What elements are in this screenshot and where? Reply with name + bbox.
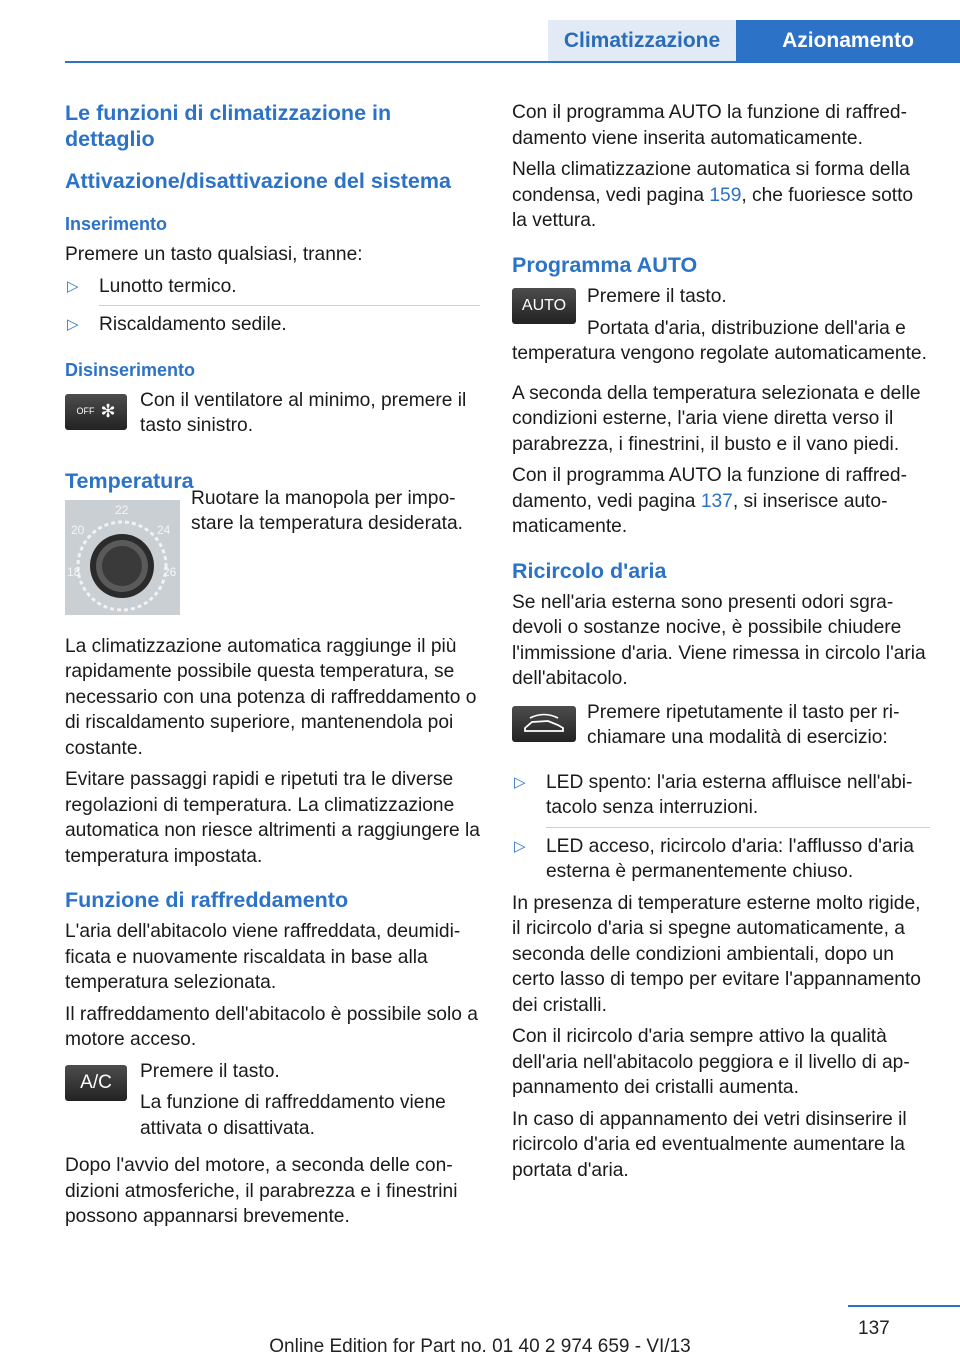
paragraph-temperature-3: Evitare passaggi rapidi e ripetuti tra le diverse regolazioni di temperatura. La climatizzazione automatica non riesce altrimenti a raggiungere la temperatura impostata. — [65, 769, 480, 867]
bullet-list-recirculation — [512, 770, 930, 885]
paragraph-auto-2: Portata d'aria, distribuzione dell'aria e temperatura vengono regolate automaticamente. — [512, 317, 927, 364]
page-link-137[interactable]: 137 — [700, 490, 733, 512]
recirculation-button-row — [512, 700, 930, 758]
section-tab-climatizzazione: Climatizzazione — [548, 20, 736, 62]
page-number: 137 — [858, 1318, 890, 1339]
heading-off: Disinserimento — [65, 359, 196, 380]
temperature-knob-image — [65, 500, 180, 615]
list-item: ▷ Riscaldamento sedile. — [65, 312, 480, 338]
knob-tick-24: 24 — [157, 522, 171, 537]
recirculation-car-button-icon — [512, 706, 576, 742]
paragraph-auto-4: Con il programma AUTO la funzione di raffreddamento, vedi pagina 137, si inserisce automaticamente. — [512, 465, 907, 537]
off-button-row — [65, 388, 480, 446]
paragraph-temperature-2: La climatizzazione automatica raggiunge il più rapidamente possibile questa temperatura, se necessario con una potenza di raffreddamento o di riscaldamento superiore, mantenendola poi costante. — [65, 635, 477, 759]
paragraph-recirculation-1: Se nell'aria esterna sono presenti odori sgradevoli o sostanze nocive, è possibile chiudere l'immissione d'aria. Viene rimessa in circolo l'aria dell'abitacolo. — [512, 591, 926, 689]
paragraph-auto-3: A seconda della temperatura selezionata e delle condizioni esterne, l'aria viene diretta verso il parabrezza, i finestrini, il busto e il vano piedi. — [512, 382, 921, 455]
heading-on: Inserimento — [65, 214, 168, 234]
heading-auto: Programma AUTO — [512, 252, 698, 277]
paragraph-off: Con il ventilatore al minimo, premere il tasto sinistro. — [140, 389, 467, 436]
bullet-list-on — [65, 274, 480, 338]
heading-system: Attivazione/disattivazione del sistema — [65, 169, 451, 193]
knob-tick-20: 20 — [71, 522, 85, 537]
paragraph-cooling-5: Dopo l'avvio del motore, a seconda delle condizioni atmosferiche, il parabrezza e i finestrini possono appannarsi brevemente. — [65, 1155, 458, 1227]
page-title: Le funzioni di climatizzazione in dettaglio — [65, 101, 392, 151]
knob-tick-22: 22 — [115, 502, 129, 517]
paragraph-recirculation-3: In presenza di temperature esterne molto rigide, il ricircolo d'aria si spegne automaticamente, a seconda delle condizioni ambientali, dopo un certo lasso di tempo per evitare l'appannamento dei cristalli. — [512, 892, 921, 1016]
triangle-bullet-icon: ▷ — [514, 773, 526, 791]
temperature-block — [65, 487, 480, 620]
paragraph-right-2: Nella climatizzazione automatica si forma della condensa, vedi pagina 159, che fuoriesce sotto la vettura. — [512, 159, 914, 231]
list-item: ▷ LED acceso, ricircolo d'aria: l'afflusso d'aria esterna è permanentemente chiuso. — [514, 835, 914, 882]
paragraph-cooling-2: Il raffreddamento dell'abitacolo è possibile solo a motore acceso. — [65, 1003, 478, 1050]
heading-cooling: Funzione di raffreddamento — [65, 888, 349, 912]
heading-temperature: Temperatura — [65, 468, 194, 493]
ac-button-icon: A/C — [65, 1065, 127, 1101]
ac-button-row — [65, 1059, 480, 1142]
heading-recirculation: Ricircolo d'aria — [512, 558, 667, 583]
footer-rule — [848, 1305, 960, 1307]
section-tab-azionamento: Azionamento — [736, 20, 960, 62]
left-column — [65, 100, 480, 1236]
paragraph-on: Premere un tasto qualsiasi, tranne: — [65, 244, 363, 265]
triangle-bullet-icon: ▷ — [67, 277, 79, 295]
page-link-159[interactable]: 159 — [709, 184, 742, 206]
paragraph-cooling-3: Premere il tasto. — [140, 1060, 280, 1082]
edition-footer: Online Edition for Part no. 01 40 2 974 659 - VI/13 — [269, 1336, 691, 1357]
list-item: ▷ LED spento: l'aria esterna affluisce nell'abitacolo senza interruzioni. — [512, 770, 930, 828]
knob-tick-18: 18 — [67, 564, 81, 579]
auto-button-icon: AUTO — [512, 288, 576, 324]
paragraph-recirculation-5: In caso di appannamento dei vetri disinserire il ricircolo d'aria ed eventualmente aumentare la portata d'aria. — [512, 1108, 907, 1181]
paragraph-recirculation-2: Premere ripetutamente il tasto per richiamare una modalità di esercizio: — [587, 701, 900, 748]
fan-off-button-icon: OFF ✻ — [65, 394, 127, 430]
paragraph-cooling-4: La funzione di raffreddamento viene attivata o disattivata. — [140, 1092, 446, 1139]
right-column — [512, 100, 930, 1189]
list-item: ▷ Lunotto termico. — [65, 274, 480, 307]
triangle-bullet-icon: ▷ — [514, 837, 526, 855]
paragraph-temperature: Ruotare la manopola per impostare la temperatura desiderata. — [191, 487, 463, 534]
auto-button-row — [512, 284, 930, 342]
paragraph-recirculation-4: Con il ricircolo d'aria sempre attivo la qualità dell'aria nell'abitacolo peggiora e il livello di appannamento dei cristalli aumenta. — [512, 1026, 910, 1098]
paragraph-right-1: Con il programma AUTO la funzione di raffreddamento viene inserita automaticamente. — [512, 102, 907, 149]
paragraph-auto-1: Premere il tasto. — [587, 285, 727, 307]
paragraph-cooling-1: L'aria dell'abitacolo viene raffreddata, deumidificata e nuovamente riscaldata in base alla temperatura selezionata. — [65, 921, 461, 993]
header-rule — [65, 61, 960, 63]
knob-tick-26: 26 — [163, 564, 177, 579]
triangle-bullet-icon: ▷ — [67, 316, 79, 333]
page-header — [0, 0, 960, 62]
